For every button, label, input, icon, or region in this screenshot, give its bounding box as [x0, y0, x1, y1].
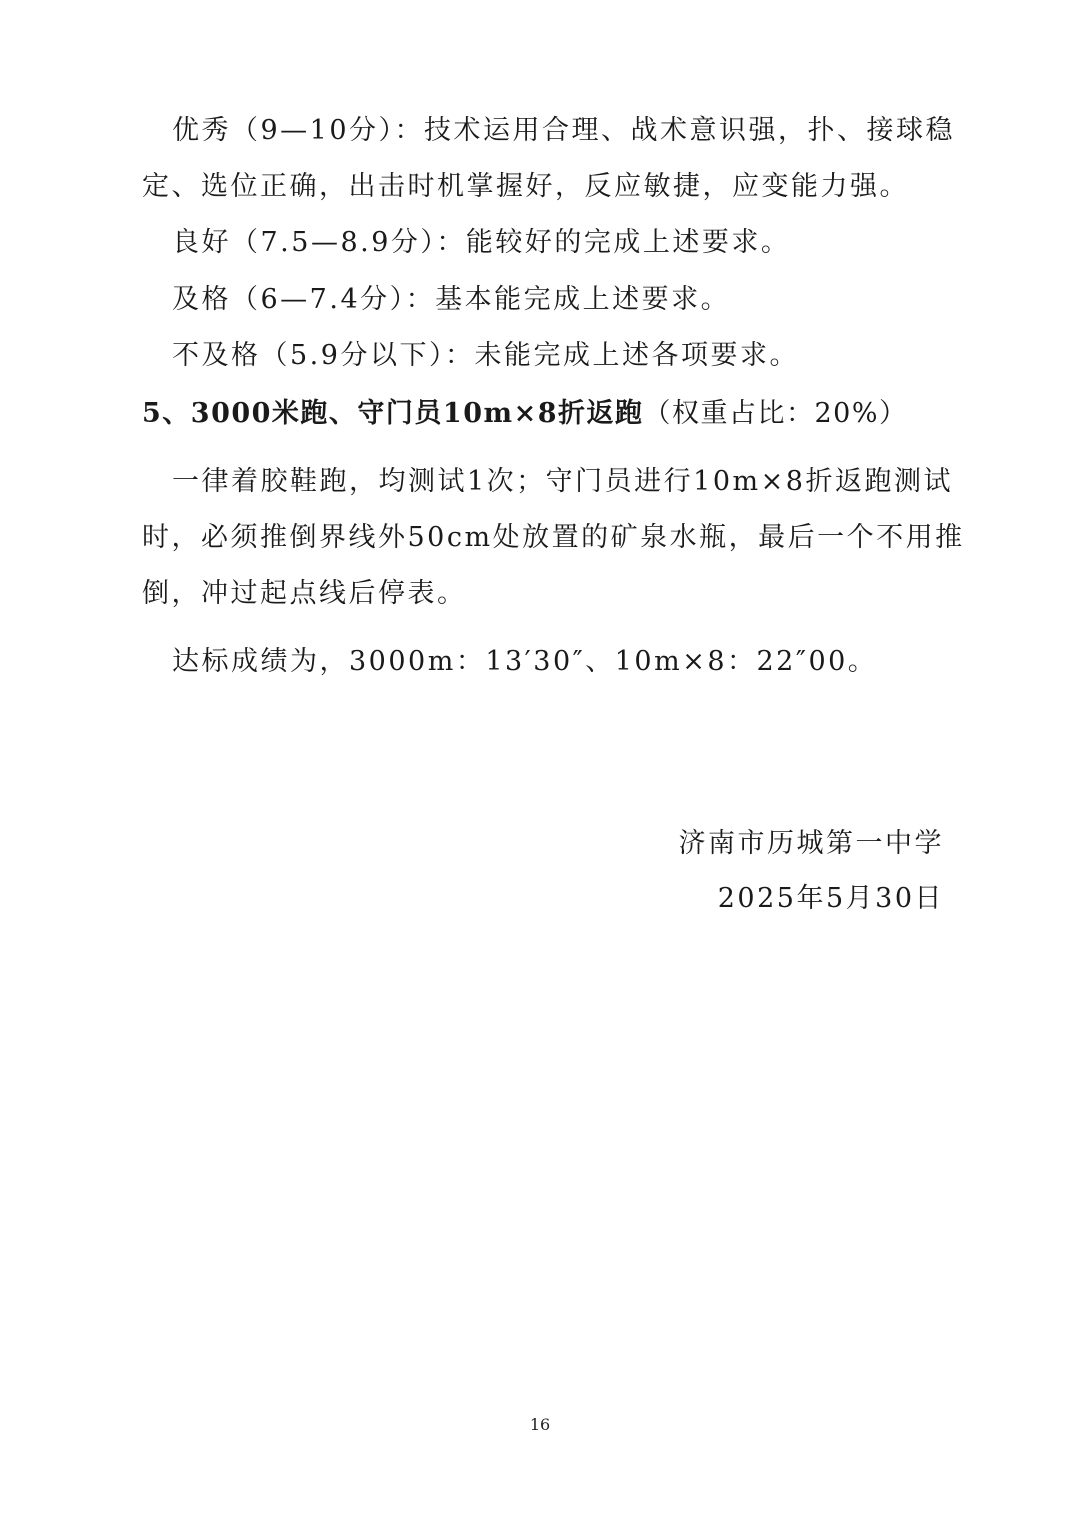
section-heading-title: 5、3000米跑、守门员10m×8折返跑 [142, 398, 644, 429]
standard-line: 达标成绩为，3000m：13′30″、10m×8：22″00。 [172, 646, 878, 677]
section-paragraph-line2: 时，必须推倒界线外50cm处放置的矿泉水瓶，最后一个不用推 [142, 522, 965, 553]
grade-pass: 及格（6—7.4分）：基本能完成上述要求。 [172, 284, 731, 315]
signature-organization: 济南市历城第一中学 [678, 828, 944, 859]
signature-date: 2025年5月30日 [717, 883, 944, 914]
section-heading-weight: （权重占比：20%） [643, 398, 908, 429]
grade-excellent-line1: 优秀（9—10分）：技术运用合理、战术意识强，扑、接球稳 [172, 115, 956, 146]
grade-excellent-line2: 定、选位正确，出击时机掌握好，反应敏捷，应变能力强。 [142, 171, 909, 202]
section-heading [142, 396, 908, 432]
grade-fail: 不及格（5.9分以下）：未能完成上述各项要求。 [172, 340, 799, 371]
grade-good: 良好（7.5—8.9分）：能较好的完成上述要求。 [172, 227, 791, 258]
section-paragraph-line3: 倒，冲过起点线后停表。 [142, 578, 467, 609]
section-paragraph-line1: 一律着胶鞋跑，均测试1次；守门员进行10m×8折返跑测试 [172, 466, 953, 497]
page-number: 16 [529, 1415, 551, 1434]
